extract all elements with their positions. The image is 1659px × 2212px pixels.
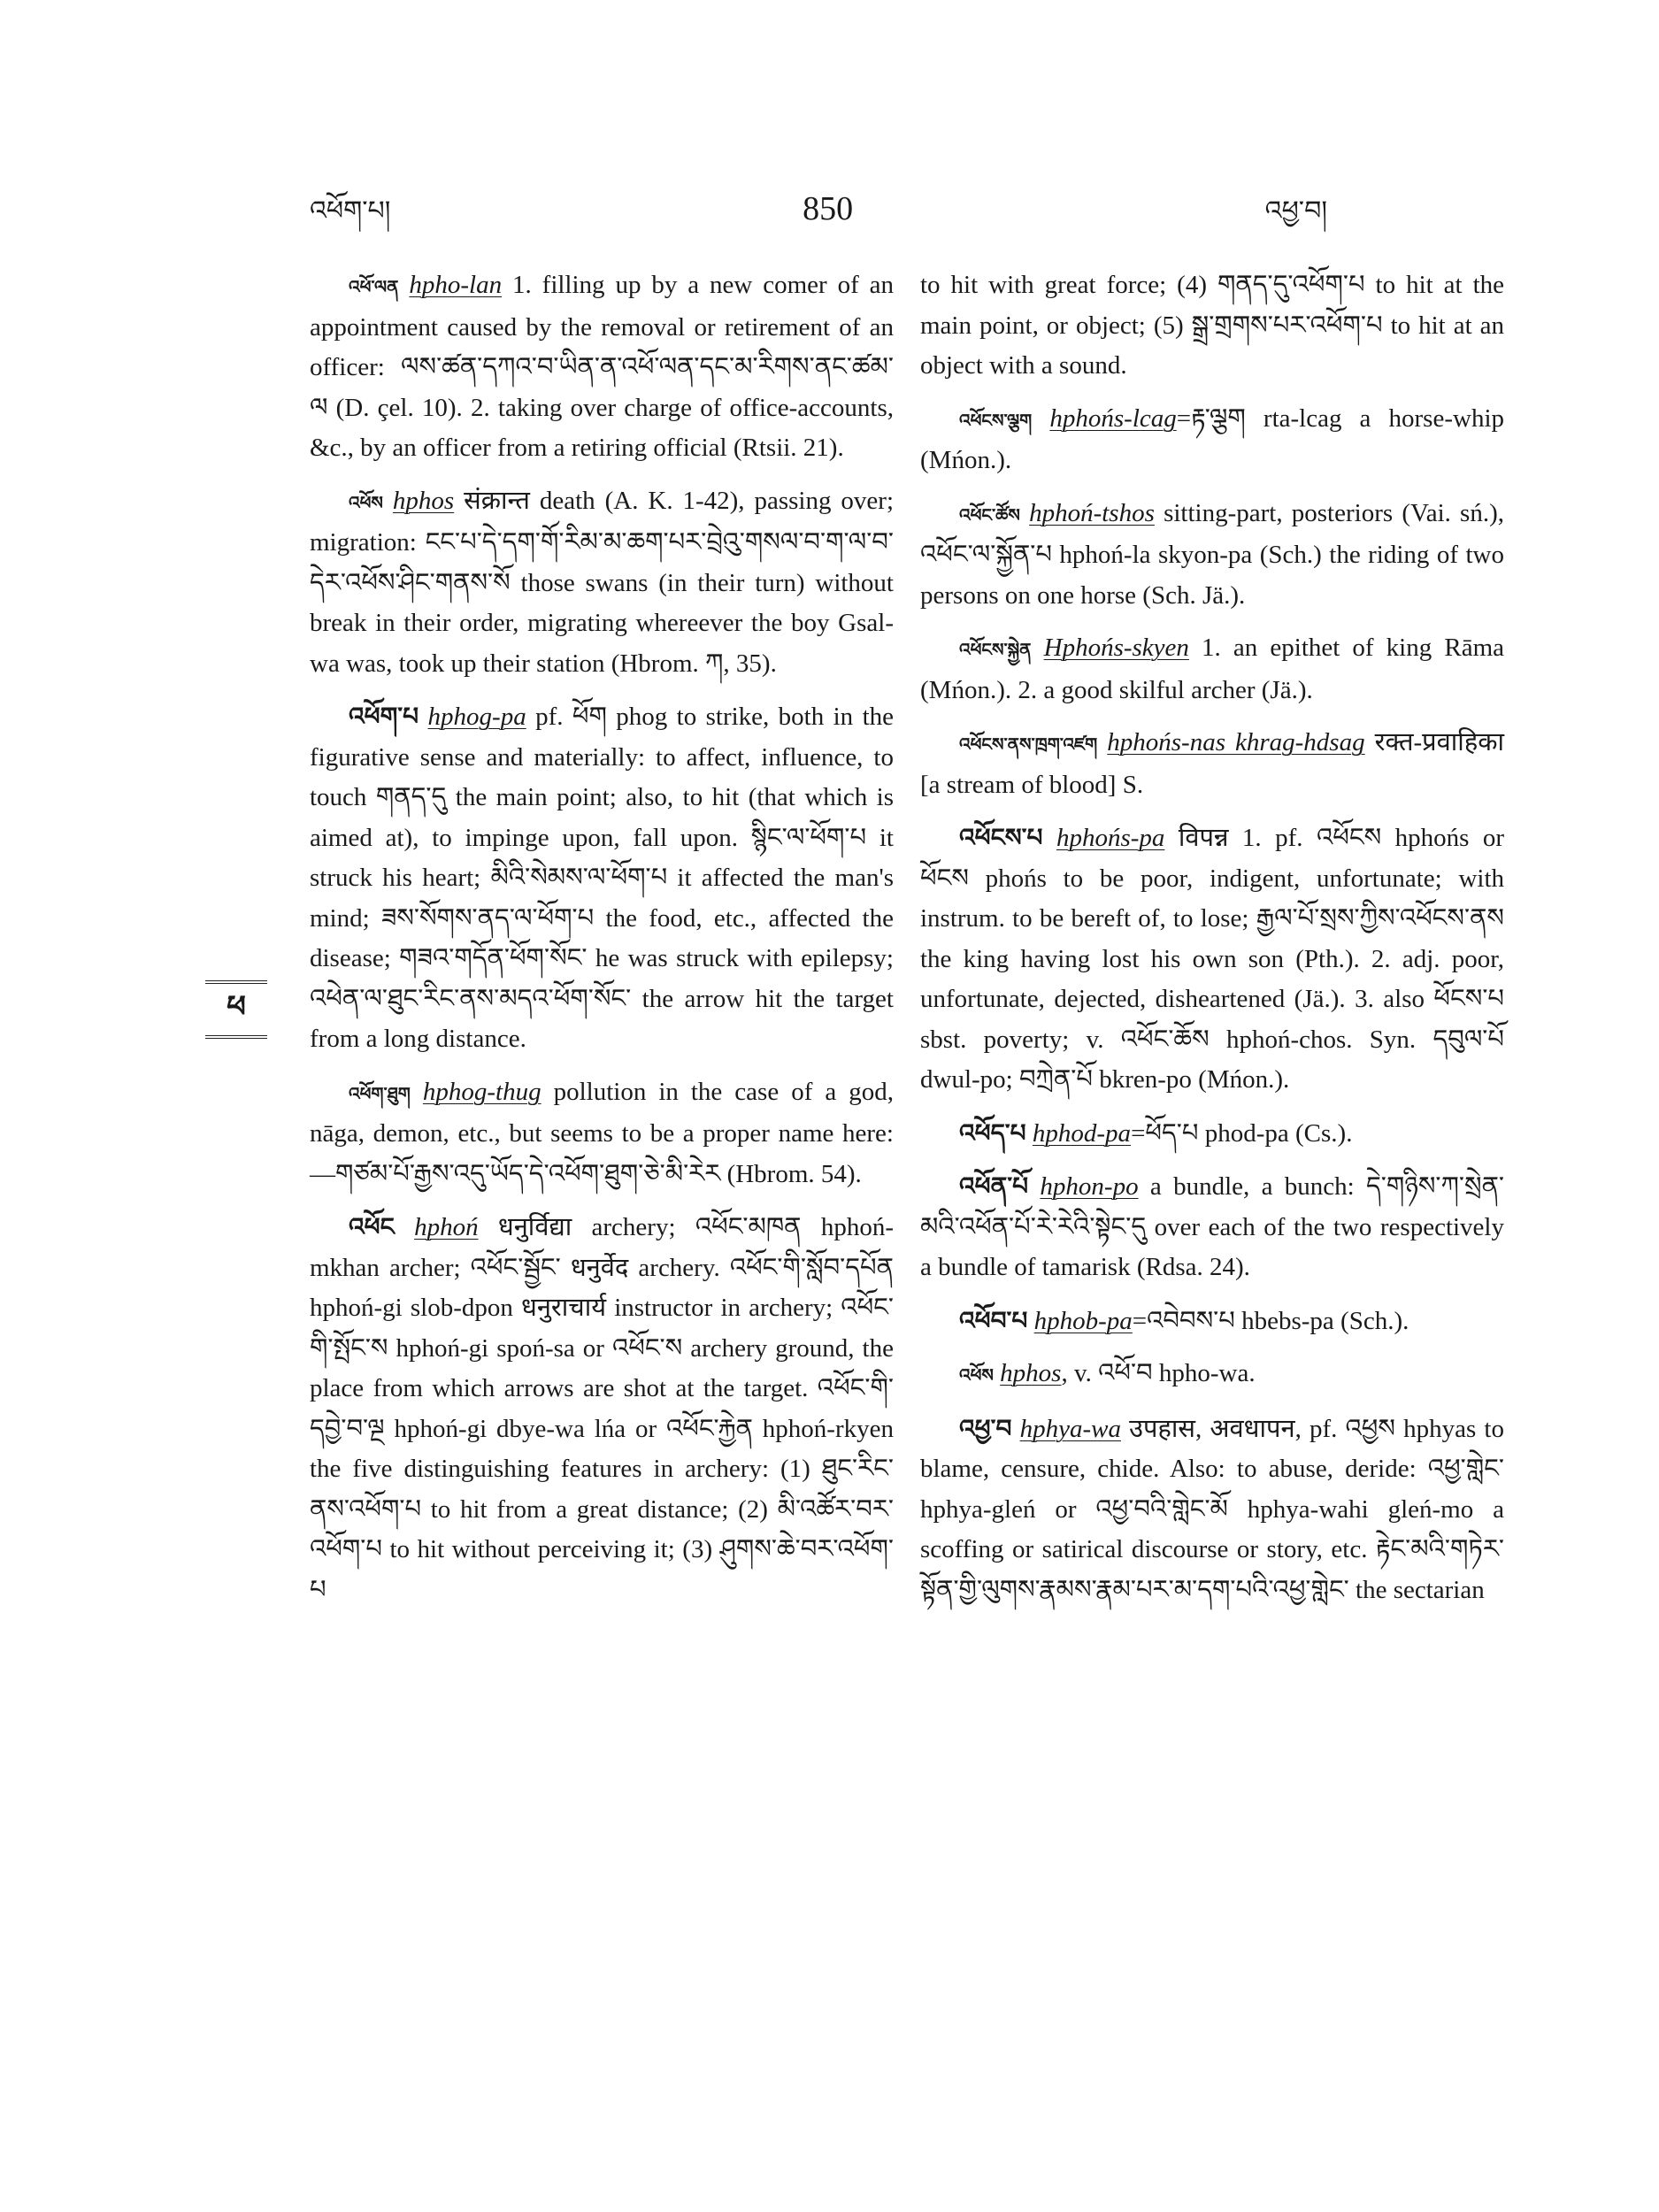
dictionary-entry: [310, 1207, 894, 1610]
dictionary-entry: [310, 481, 894, 685]
entry-romanization: hphońs-lcag: [1049, 403, 1177, 433]
entry-romanization: hphońs-nas khrag-hdsag: [1107, 728, 1365, 757]
entry-romanization: hphob-pa: [1033, 1306, 1133, 1335]
entry-definition: to hit with great force; (4) གནད་དུ་འཕོག་པ to hit at the main point, or object; (5) སྒྲ་གྲགས་པར་འཕོག་པ to hit at an object with a sound.: [920, 271, 1504, 380]
entry-tibetan-headword: འཕོང་ཚོས: [959, 503, 1020, 526]
dictionary-entry: [920, 628, 1504, 710]
entry-tibetan-headword: འཕོབ་པ: [959, 1305, 1028, 1335]
left-column: [310, 265, 894, 1623]
dictionary-entry: [920, 723, 1504, 805]
entry-definition: 1. filling up by a new comer of an appointment caused by the removal or retirement of an officer: ལས་ཚན་དཀའ་བ་ཡིན་ན་འཕོ་ལན་དང་མ་རིགས་ནང་ཚམ་ལ (D. çel. 10). 2. taking over charge of office-accounts, &c., by an officer from a retiring official (Rtsii. 21).: [310, 271, 895, 462]
entry-tibetan-headword: འཕོག་པ: [349, 702, 419, 731]
entry-definition: =ཕོད་པ phod-pa (Cs.).: [1131, 1118, 1353, 1148]
dictionary-entry: [920, 1409, 1504, 1611]
right-column: [920, 265, 1504, 1623]
dictionary-entry: [920, 1301, 1504, 1342]
entry-definition: विपन्न 1. pf. འཕོངས hphońs or ཕོངས phońs to be poor, indigent, unfortunate; with instrum. to be bereft of, to lose; རྒྱལ་པོ་སྲས་ཀྱིས་འཕོངས་ནས the king having lost his own son (Pth.). 2. adj. poor, unfortunate, dejected, disheartened (Jä.). 3. also ཕོངས་པ sbst. poverty; v. འཕོང་ཆོས hphoń-chos. Syn. དབུལ་པོ dwul-po; བཀྲེན་པོ bkren-po (Mńon.).: [920, 824, 1505, 1094]
entry-definition: धनुर्विद्या archery; འཕོང་མཁན hphoń-mkhan archer; འཕོང་སྦྱོང་ धनुर्वेद archery. འཕོང་གི་སློབ་དཔོན hphoń-gi slob-dpon धनुराचार्य instructor in archery; འཕོང་གི་སྤོང་ས hphoń-gi spoń-sa or འཕོང་ས archery ground, the place from which arrows are shot at the target. འཕོང་གི་དབྱེ་བ་ལྔ hphoń-gi dbye-wa lńa or འཕོང་རྐྱེན hphoń-rkyen the five distinguishing features in archery: (1) ཐུང་རིང་ནས་འཕོག་པ to hit from a great distance; (2) མི་འཚོར་བར་འཕོག་པ to hit without perceiving it; (3) ཤུགས་ཆེ་བར་འཕོག་པ: [310, 1213, 894, 1604]
entry-romanization: hpho-lan: [409, 271, 503, 299]
dictionary-entry: [920, 399, 1504, 481]
entry-romanization: hphog-thug: [422, 1077, 541, 1106]
entry-romanization: hphya-wa: [1019, 1414, 1121, 1443]
entry-romanization: hphog-pa: [427, 703, 526, 731]
entry-definition: , v. འཕོ་བ hpho-wa.: [1061, 1359, 1256, 1387]
entry-tibetan-headword: འཕོངས་སྐྱེན: [959, 639, 1032, 660]
dictionary-entry: [920, 1166, 1504, 1288]
entry-romanization: hphoń-tshos: [1029, 498, 1155, 527]
entry-tibetan-headword: འཕོད་པ: [959, 1118, 1026, 1148]
entry-definition: उपहास, अवधापन, pf. འཕྱས hphyas to blame, censure, chide. Also: to abuse, deride: འཕྱ་གླེང་ hphya-gleń or འཕྱ་བའི་གླེང་མོ hphya-wahi gleń-mo a scoffing or satirical discourse or story, etc. རྟེང་མའི་གཏེར་སྟོན་གྱི་ལུགས་རྣམས་རྣམ་པར་མ་དག་པའི་འཕྱ་གླེང་ the sectarian: [920, 1414, 1504, 1604]
right-running-headword: འཕྱ་བ།: [1264, 196, 1327, 227]
section-letter-mark: ཕ: [205, 980, 267, 1039]
entry-definition: a bundle, a bunch: དེ་གཉིས་ཀ་སྲེན་མའི་འཕོན་པོ་རེ་རེའི་སྟེང་དུ over each of the two respectively a bundle of tamarisk (Rdsa. 24).: [920, 1172, 1505, 1281]
entry-tibetan-headword: འཕོངས་ནས་ཁྲག་འཛག: [959, 733, 1098, 755]
entry-tibetan-headword: འཕོངས་པ: [959, 823, 1043, 852]
entry-tibetan-headword: འཕོས: [959, 1364, 994, 1386]
dictionary-entry-continued: [920, 265, 1504, 387]
entry-tibetan-headword: འཕོངས་ལྕག: [959, 409, 1033, 431]
entry-romanization: hphos: [1000, 1359, 1062, 1387]
page-number: 850: [803, 190, 854, 227]
entry-definition: रक्त-प्रवाहिका [a stream of blood] S.: [920, 728, 1505, 799]
entry-tibetan-headword: འཕོས: [349, 491, 383, 513]
dictionary-entry: [920, 1113, 1504, 1155]
entry-tibetan-headword: འཕོན་པོ: [959, 1171, 1029, 1201]
dictionary-entry: [310, 696, 894, 1060]
entry-tibetan-headword: འཕོང: [349, 1212, 395, 1241]
entry-romanization: hphod-pa: [1032, 1118, 1132, 1148]
left-running-headword: འཕོག་པ།: [310, 196, 391, 227]
dictionary-entry: [310, 1072, 894, 1195]
entry-romanization: hphoń: [414, 1213, 479, 1241]
page-header: [310, 181, 1327, 256]
entry-romanization: hphos: [392, 486, 455, 515]
entry-definition: pf. ཕོག phog to strike, both in the figurative sense and materially: to affect, influence, to touch གནད་དུ the main point; also, to hit (that which is aimed at), to impinge upon, fall upon. སྙིང་ལ་ཕོག་པ it struck his heart; མིའི་སེམས་ལ་ཕོག་པ it affected the man's mind; ཟས་སོགས་ནད་ལ་ཕོག་པ the food, etc., affected the disease; གཟའ་གདོན་ཕོག་སོང་ he was struck with epilepsy; འཕེན་ལ་ཐུང་རིང་ནས་མདའ་ཕོག་སོང་ the arrow hit the target from a long distance.: [310, 703, 894, 1053]
entry-tibetan-headword: འཕོ་ལན: [349, 276, 399, 297]
dictionary-entry: [920, 1354, 1504, 1396]
entry-romanization: hphońs-pa: [1056, 824, 1165, 852]
dictionary-entry: [310, 265, 894, 469]
entry-romanization: hphon-po: [1040, 1172, 1139, 1201]
entry-definition: sitting-part, posteriors (Vai. sń.), འཕོང་ལ་སྐྱོན་པ hphoń-la skyon-pa (Sch.) the riding of two persons on one horse (Sch. Jä.).: [920, 498, 1505, 610]
dictionary-entry: [920, 818, 1504, 1101]
entry-definition: संक्रान्त death (A. K. 1-42), passing over; migration: ངང་པ་དེ་དག་གོ་རིམ་མ་ཆག་པར་བྲེའུ་གསལ་བ་ག་ལ་བ་དེར་འཕོས་ཤིང་གནས་སོ those swans (in their turn) without break in their order, migrating whereever the boy Gsal-wa was, took up their station (Hbrom. ཀ, 35).: [310, 486, 895, 678]
entry-definition: =འབེབས་པ hbebs-pa (Sch.).: [1132, 1306, 1409, 1335]
entry-definition: 1. an epithet of king Rāma (Mńon.). 2. a good skilful archer (Jä.).: [920, 634, 1504, 704]
entry-romanization: Hphońs-skyen: [1043, 634, 1189, 662]
dictionary-entry: [920, 494, 1504, 617]
entry-tibetan-headword: འཕོག་ཐུག: [349, 1082, 411, 1104]
entry-definition: pollution in the case of a god, nāga, demon, etc., but seems to be a proper name here:—གཙམ་པོ་རྒྱས་འདུ་ཡོད་དེ་འཕོག་ཐུག་ཅེ་མི་རེར (Hbrom. 54).: [310, 1077, 894, 1188]
entry-definition: =རྟ་ལྕག rta-lcag a horse-whip (Mńon.).: [920, 403, 1504, 474]
entry-tibetan-headword: འཕྱ་བ: [959, 1413, 1012, 1443]
